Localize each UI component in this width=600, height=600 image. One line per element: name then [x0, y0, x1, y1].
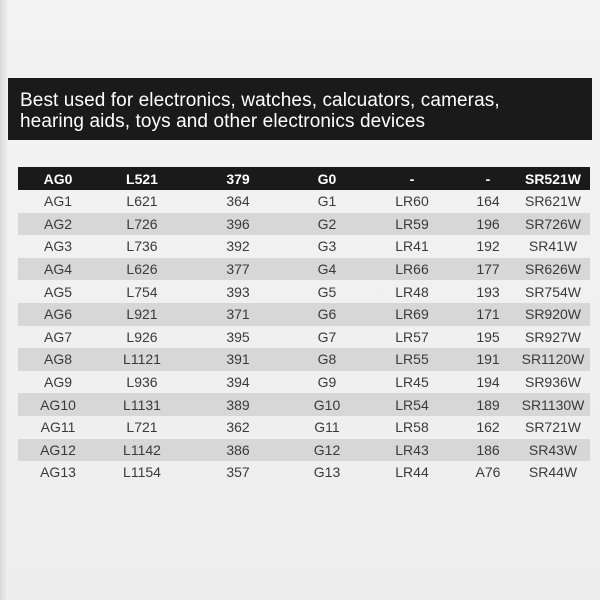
table-cell: G12 — [313, 441, 341, 458]
table-cell: 194 — [476, 374, 500, 391]
table-cell: 394 — [226, 374, 250, 391]
table-cell: AG7 — [43, 328, 72, 345]
table-row — [18, 280, 590, 303]
table-cell: AG2 — [43, 215, 72, 232]
table-cell: 364 — [226, 193, 250, 210]
table-cell: LR69 — [395, 306, 429, 323]
table-cell: G9 — [317, 374, 337, 391]
table-row — [18, 371, 590, 394]
table-cell: G11 — [314, 419, 340, 436]
table-row — [18, 303, 590, 326]
table-cell: G4 — [317, 261, 337, 278]
table-cell: 193 — [476, 283, 500, 300]
header-cell: AG0 — [43, 170, 73, 187]
table-row — [18, 213, 590, 236]
paper-edge-shadow — [0, 0, 8, 600]
table-row — [18, 461, 590, 484]
table-cell: 391 — [226, 351, 250, 368]
usage-banner — [8, 78, 592, 140]
table-cell: 392 — [226, 238, 250, 255]
table-cell: A76 — [475, 464, 501, 481]
table-cell: LR57 — [395, 328, 429, 345]
table-cell: L936 — [126, 374, 158, 391]
table-cell: 389 — [226, 396, 250, 413]
table-cell: 177 — [476, 261, 500, 278]
header-cell: L521 — [126, 170, 158, 187]
table-cell: AG11 — [40, 419, 76, 436]
table-row — [18, 258, 590, 281]
table-cell: 189 — [476, 396, 500, 413]
table-cell: G5 — [317, 283, 337, 300]
table-cell: 196 — [476, 215, 500, 232]
table-cell: L726 — [126, 215, 158, 232]
table-cell: G8 — [317, 351, 337, 368]
banner-line-2: hearing aids, toys and other electronics devices — [20, 111, 426, 132]
table-cell: 393 — [226, 283, 250, 300]
table-cell: G13 — [313, 464, 341, 481]
table-cell: 362 — [226, 419, 250, 436]
table-cell: 195 — [476, 328, 500, 345]
table-cell: 357 — [226, 464, 250, 481]
table-cell: SR626W — [524, 261, 582, 278]
table-cell: SR920W — [524, 306, 582, 323]
table-cell: LR41 — [395, 238, 429, 255]
table-cell: SR44W — [528, 464, 578, 481]
header-cell: 379 — [226, 170, 250, 187]
table-cell: AG1 — [43, 193, 72, 210]
table-cell: 371 — [226, 306, 250, 323]
table-cell: 162 — [476, 419, 500, 436]
table-cell: LR44 — [395, 464, 429, 481]
table-row — [18, 393, 590, 416]
table-cell: SR41W — [528, 238, 578, 255]
table-cell: LR66 — [395, 261, 429, 278]
table-cell: 377 — [226, 261, 250, 278]
table-cell: LR48 — [395, 283, 429, 300]
table-cell: LR45 — [395, 374, 429, 391]
table-cell: 186 — [476, 441, 500, 458]
table-cell: LR59 — [395, 215, 429, 232]
table-header-row — [18, 167, 590, 190]
table-cell: L754 — [126, 283, 158, 300]
table-cell: 171 — [476, 306, 500, 323]
table-cell: AG10 — [40, 396, 76, 413]
header-cell: - — [485, 170, 491, 187]
table-cell: LR55 — [395, 351, 429, 368]
battery-equivalence-table — [18, 167, 590, 484]
table-row — [18, 348, 590, 371]
table-cell: L736 — [126, 238, 158, 255]
table-cell: G10 — [313, 396, 341, 413]
table-cell: SR43W — [528, 441, 578, 458]
table-cell: LR58 — [395, 419, 429, 436]
table-cell: G6 — [317, 306, 337, 323]
table-cell: L926 — [126, 328, 158, 345]
table-cell: G1 — [317, 193, 337, 210]
table-cell: SR927W — [524, 328, 582, 345]
table-cell: SR721W — [524, 419, 582, 436]
table-cell: SR726W — [524, 215, 582, 232]
header-cell: SR521W — [524, 170, 582, 187]
table-cell: AG6 — [43, 306, 72, 323]
table-cell: AG4 — [43, 261, 72, 278]
table-cell: AG3 — [43, 238, 72, 255]
table-cell: SR936W — [524, 374, 582, 391]
table-cell: AG8 — [43, 351, 72, 368]
table-cell: 192 — [476, 238, 500, 255]
table-cell: SR1120W — [521, 351, 585, 368]
table-cell: 395 — [226, 328, 250, 345]
table-cell: LR54 — [395, 396, 429, 413]
table-cell: 386 — [226, 441, 250, 458]
table-row — [18, 439, 590, 462]
table-cell: AG12 — [40, 441, 76, 458]
table-cell: L626 — [126, 261, 158, 278]
table-cell: G2 — [317, 215, 337, 232]
table-cell: G7 — [317, 328, 337, 345]
table-cell: SR1130W — [521, 396, 585, 413]
table-cell: LR60 — [395, 193, 429, 210]
header-cell: G0 — [317, 170, 337, 187]
table-cell: L1121 — [123, 351, 161, 368]
table-cell: AG13 — [40, 464, 76, 481]
table-row — [18, 235, 590, 258]
table-cell: L1154 — [123, 464, 161, 481]
table-row — [18, 416, 590, 439]
table-cell: AG5 — [43, 283, 72, 300]
table-cell: SR754W — [524, 283, 582, 300]
table-cell: L721 — [126, 419, 158, 436]
table-cell: AG9 — [43, 374, 72, 391]
table-cell: 164 — [476, 193, 500, 210]
table-cell: L921 — [126, 306, 158, 323]
header-cell: - — [409, 170, 415, 187]
table-row — [18, 326, 590, 349]
banner-line-1: Best used for electronics, watches, calcuators, cameras, — [20, 90, 500, 111]
table-cell: L621 — [126, 193, 158, 210]
table-cell: 396 — [226, 215, 250, 232]
table-cell: G3 — [317, 238, 337, 255]
table-cell: SR621W — [524, 193, 582, 210]
table-cell: L1142 — [123, 441, 161, 458]
table-cell: 191 — [476, 351, 500, 368]
table-cell: L1131 — [123, 396, 161, 413]
table-cell: LR43 — [395, 441, 429, 458]
table-row — [18, 190, 590, 213]
